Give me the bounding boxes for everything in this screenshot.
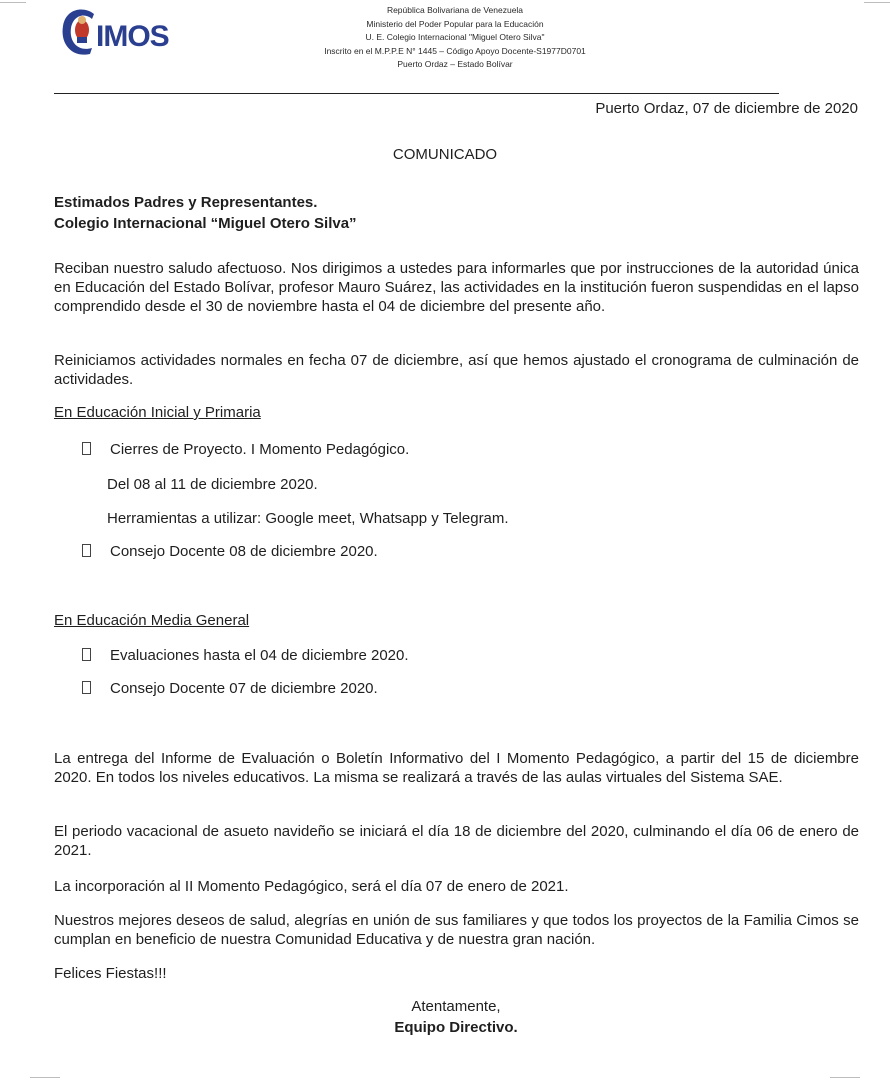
page-edge-mark	[0, 2, 26, 3]
bullet-box-icon	[82, 442, 91, 455]
letterhead-line: República Bolivariana de Venezuela	[386, 5, 524, 15]
letterhead	[260, 4, 650, 72]
greeting-line: Estimados Padres y Representantes.	[54, 194, 318, 211]
document-date: Puerto Ordaz, 07 de diciembre de 2020	[595, 100, 858, 117]
list-item	[82, 441, 409, 458]
bullet-box-icon	[82, 648, 91, 661]
paragraph: Reiniciamos actividades normales en fecha 07 de diciembre, así que hemos ajustado el cronograma de culminación de actividades.	[54, 352, 859, 388]
list-item-text: Cierres de Proyecto. I Momento Pedagógico.	[110, 441, 410, 458]
list-item	[82, 680, 378, 697]
paragraph: El periodo vacacional de asueto navideño se iniciará el día 18 de diciembre del 2020, culminando el día 06 de enero de 2021.	[54, 823, 859, 859]
letterhead-line: Inscrito en el M.P.P.E N° 1445 – Código Apoyo Docente-S1977D0701	[324, 45, 586, 56]
page-edge-mark	[30, 1077, 60, 1078]
document-title: COMUNICADO	[392, 146, 498, 163]
bullet-box-icon	[82, 681, 91, 694]
list-item	[82, 647, 409, 664]
paragraph: Nuestros mejores deseos de salud, alegrías en unión de sus familiares y que todos los proyectos de la Familia Cimos se cumplan en beneficio de nuestra Comunidad Educativa y de nuestra gran nación.	[54, 912, 859, 948]
letterhead-line: Ministerio del Poder Popular para la Educación	[366, 18, 544, 29]
paragraph: La incorporación al II Momento Pedagógico, será el día 07 de enero de 2021.	[54, 878, 569, 895]
paragraph: Felices Fiestas!!!	[54, 965, 167, 982]
page-edge-mark	[830, 1077, 860, 1078]
list-item-text: Evaluaciones hasta el 04 de diciembre 2020.	[110, 647, 409, 664]
header-rule	[54, 93, 779, 94]
closing: Atentamente,	[411, 998, 501, 1015]
section-heading: En Educación Inicial y Primaria	[54, 404, 261, 421]
list-item-detail: Herramientas a utilizar: Google meet, Whatsapp y Telegram.	[107, 510, 509, 527]
letterhead-line: Puerto Ordaz – Estado Bolívar	[397, 59, 513, 69]
list-item-detail: Del 08 al 11 de diciembre 2020.	[107, 476, 318, 493]
paragraph: La entrega del Informe de Evaluación o Boletín Informativo del I Momento Pedagógico, a partir del 15 de diciembre 2020. En todos los niveles educativos. La misma se realizará a través de las aulas virtuales del Sistema SAE.	[54, 750, 859, 786]
page-edge-mark	[864, 2, 890, 3]
logo-text: IMOS	[96, 20, 169, 53]
greeting-line: Colegio Internacional “Miguel Otero Silva”	[54, 215, 357, 232]
list-item-text: Consejo Docente 07 de diciembre 2020.	[110, 680, 378, 697]
paragraph: Reciban nuestro saludo afectuoso. Nos dirigimos a ustedes para informarles que por instrucciones de la autoridad única en Educación del Estado Bolívar, profesor Mauro Suárez, las actividades en la institución fueron suspendidas en el lapso comprendido desde el 30 de noviembre hasta el 04 de diciembre del presente año.	[54, 260, 859, 315]
logo-c-emblem	[60, 6, 100, 58]
list-item	[82, 543, 378, 560]
section-heading: En Educación Media General	[54, 612, 250, 629]
school-logo	[60, 6, 170, 64]
greeting	[54, 192, 357, 234]
signatory: Equipo Directivo.	[394, 1019, 518, 1036]
letterhead-line: U. E. Colegio Internacional "Miguel Otero Silva"	[365, 32, 545, 42]
list-item-text: Consejo Docente 08 de diciembre 2020.	[110, 543, 378, 560]
bullet-box-icon	[82, 544, 91, 557]
